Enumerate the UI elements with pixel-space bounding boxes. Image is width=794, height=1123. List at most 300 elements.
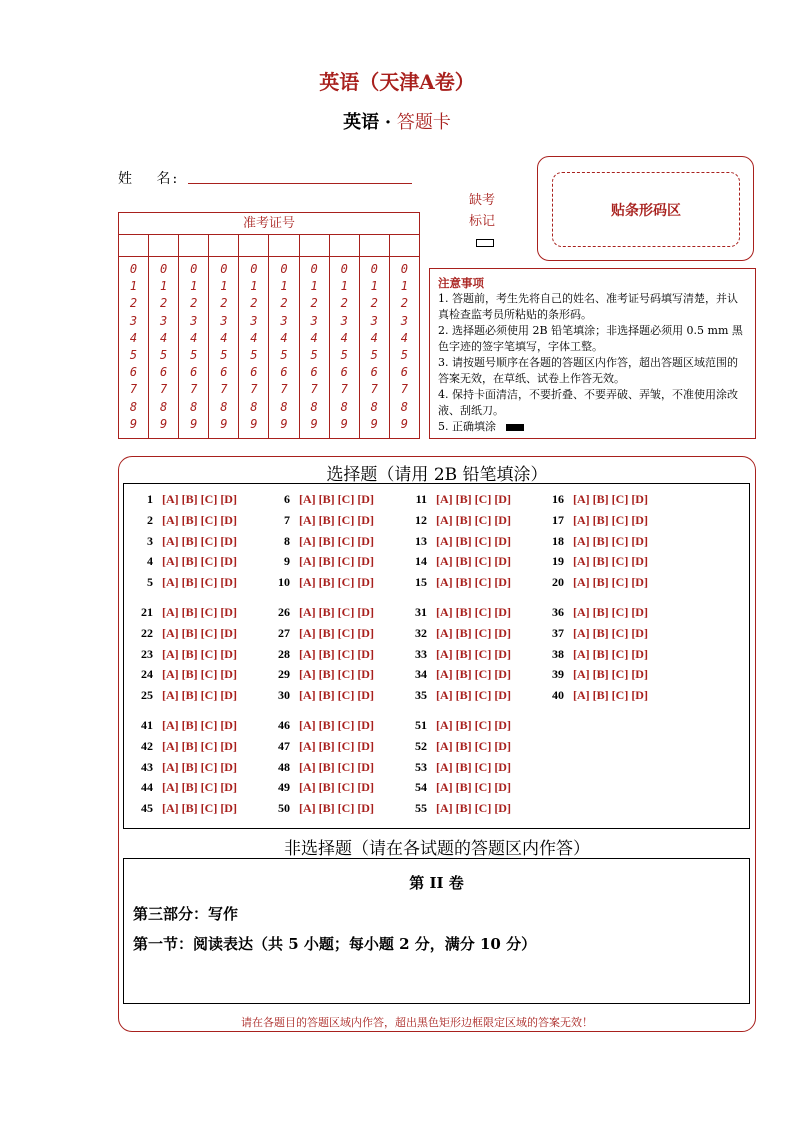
mc-question-number: 8 xyxy=(284,533,290,548)
mc-answer-options[interactable]: [A] [B] [C] [D] xyxy=(436,667,511,682)
mc-question-number: 46 xyxy=(278,718,290,732)
exam-id-digit-bubble[interactable]: 8 xyxy=(280,399,288,414)
mc-question-number: 7 xyxy=(284,512,290,527)
mc-question xyxy=(407,688,511,703)
mc-question xyxy=(270,801,374,816)
footer-warning: 请在各题目的答题区域内作答，超出黑色矩形边框限定区域的答案无效！ xyxy=(241,1016,593,1029)
exam-id-digit-bubble[interactable]: 8 xyxy=(250,399,258,414)
exam-id-digit-bubble[interactable]: 0 xyxy=(400,262,408,276)
mc-answer-options[interactable]: [A] [B] [C] [D] xyxy=(436,780,511,795)
exam-id-digit-bubble[interactable]: 3 xyxy=(220,313,228,328)
exam-id-digit-bubble[interactable]: 4 xyxy=(280,330,288,345)
exam-id-digit-bubble[interactable]: 8 xyxy=(370,399,378,414)
mc-question xyxy=(270,492,374,507)
mc-answer-options[interactable]: [A] [B] [C] [D] xyxy=(573,667,648,682)
mc-answer-options[interactable]: [A] [B] [C] [D] xyxy=(436,533,511,548)
notice-item-text: 5. 正确填涂 xyxy=(438,420,496,433)
exam-id-digit-bubble[interactable]: 1 xyxy=(310,279,318,294)
exam-id-digit-bubble[interactable]: 5 xyxy=(220,348,228,363)
mc-answer-options[interactable]: [A] [B] [C] [D] xyxy=(436,625,511,640)
mc-question-number: 12 xyxy=(415,512,427,527)
exam-id-digit-bubble[interactable]: 8 xyxy=(400,399,408,414)
exam-id-digit-bubble[interactable]: 1 xyxy=(190,279,198,294)
exam-id-write-cell[interactable] xyxy=(119,235,149,256)
mc-answer-options[interactable]: [A] [B] [C] [D] xyxy=(162,718,237,732)
mc-answer-options[interactable]: [A] [B] [C] [D] xyxy=(162,605,237,619)
mc-question xyxy=(544,647,648,662)
exam-id-digit-bubble[interactable]: 8 xyxy=(220,399,228,414)
mc-question xyxy=(407,554,511,569)
exam-id-digit-bubble[interactable]: 9 xyxy=(250,416,258,431)
exam-id-digit-bubble[interactable]: 2 xyxy=(310,296,318,311)
mc-answer-options[interactable]: [A] [B] [C] [D] xyxy=(299,492,374,506)
exam-id-digit-bubble[interactable]: 7 xyxy=(250,382,258,397)
mc-question-number: 44 xyxy=(141,780,153,795)
exam-id-digit-bubble[interactable]: 3 xyxy=(160,313,168,328)
exam-id-digit-bubble[interactable]: 6 xyxy=(280,365,288,380)
exam-id-digit-bubble[interactable]: 3 xyxy=(370,313,378,328)
exam-id-digit-bubble[interactable]: 3 xyxy=(280,313,288,328)
exam-id-digit-bubble[interactable]: 1 xyxy=(160,279,168,294)
exam-id-digit-bubble[interactable]: 4 xyxy=(190,330,198,345)
mc-question-number: 38 xyxy=(552,646,564,661)
exam-id-digit-bubble[interactable]: 6 xyxy=(400,365,408,380)
exam-id-digit-bubble[interactable]: 9 xyxy=(280,416,288,431)
name-label: 姓 名: xyxy=(118,171,180,187)
notice-item: 2. 选择题必须使用 2B 铅笔填涂；非选择题必须用 0.5 mm 黑色字迹的签字笔填写，字体工整。 xyxy=(438,324,743,353)
exam-id-digit-bubble[interactable]: 6 xyxy=(160,365,168,380)
mc-answer-options[interactable]: [A] [B] [C] [D] xyxy=(299,738,374,753)
mc-answer-options[interactable]: [A] [B] [C] [D] xyxy=(299,575,374,590)
mc-answer-options[interactable]: [A] [B] [C] [D] xyxy=(162,780,237,795)
mc-question xyxy=(133,513,237,528)
mc-question-number: 47 xyxy=(278,738,290,753)
mc-answer-options[interactable]: [A] [B] [C] [D] xyxy=(436,718,511,732)
exam-id-digit-bubble[interactable]: 5 xyxy=(190,348,198,363)
mc-question xyxy=(407,718,511,733)
exam-id-digit-bubble[interactable]: 9 xyxy=(220,416,228,431)
mc-question xyxy=(133,647,237,662)
mc-question xyxy=(407,667,511,682)
mc-question-number: 45 xyxy=(141,801,153,816)
mc-question xyxy=(133,760,237,775)
mc-answer-options[interactable]: [A] [B] [C] [D] xyxy=(573,492,648,506)
exam-id-digit-bubble[interactable]: 8 xyxy=(190,399,198,414)
exam-id-digit-bubble[interactable]: 2 xyxy=(190,296,198,311)
mc-answer-options[interactable]: [A] [B] [C] [D] xyxy=(436,492,511,506)
exam-id-digit-bubble[interactable]: 7 xyxy=(340,382,348,397)
exam-id-digit-bubble[interactable]: 7 xyxy=(220,382,228,397)
exam-id-digit-bubble[interactable]: 3 xyxy=(250,313,258,328)
exam-id-digit-bubble[interactable]: 5 xyxy=(160,348,168,363)
mc-question xyxy=(407,647,511,662)
notice-item: 1. 答题前，考生先将自己的姓名、准考证号码填写清楚，并认真检查监考员所粘贴的条形码。 xyxy=(438,292,738,321)
exam-id-column xyxy=(300,257,330,438)
mc-answer-options[interactable]: [A] [B] [C] [D] xyxy=(162,801,237,816)
exam-id-column xyxy=(119,257,149,438)
exam-id-digit-bubble[interactable]: 4 xyxy=(250,330,258,345)
exam-id-write-cell[interactable] xyxy=(149,235,179,256)
mc-question xyxy=(544,492,648,507)
exam-id-digit-bubble[interactable]: 6 xyxy=(220,365,228,380)
mc-question-number: 49 xyxy=(278,780,290,795)
absent-checkbox[interactable] xyxy=(476,239,494,247)
exam-id-digit-bubble[interactable]: 2 xyxy=(370,296,378,311)
multiple-choice-title: 选择题（请用 2B 铅笔填涂） xyxy=(326,465,548,485)
subtitle-subject: 英语 xyxy=(343,112,380,133)
volume-heading: 第 II 卷 xyxy=(409,874,464,892)
mc-question-number: 9 xyxy=(284,554,290,569)
exam-id-digit-bubble[interactable]: 3 xyxy=(129,313,138,328)
mc-answer-options[interactable]: [A] [B] [C] [D] xyxy=(436,801,511,816)
mc-question-number: 43 xyxy=(141,759,153,774)
mc-question xyxy=(407,626,511,641)
exam-id-digit-bubble[interactable]: 9 xyxy=(370,416,378,431)
exam-id-digit-bubble[interactable]: 1 xyxy=(220,279,228,294)
mc-question xyxy=(407,801,511,816)
mc-answer-options[interactable]: [A] [B] [C] [D] xyxy=(162,646,237,661)
mc-question xyxy=(270,780,374,795)
mc-question-number: 19 xyxy=(552,554,564,569)
mc-answer-options[interactable]: [A] [B] [C] [D] xyxy=(436,688,511,703)
mc-answer-options[interactable]: [A] [B] [C] [D] xyxy=(299,780,374,795)
exam-id-digit-bubble[interactable]: 1 xyxy=(129,279,138,294)
mc-question-number: 42 xyxy=(141,738,153,753)
exam-id-digit-bubble[interactable]: 5 xyxy=(370,348,378,363)
name-field[interactable] xyxy=(188,183,412,184)
exam-id-digit-bubble[interactable]: 0 xyxy=(160,262,168,276)
mc-question-number: 30 xyxy=(278,688,290,703)
exam-id-digit-bubble[interactable]: 2 xyxy=(129,296,138,311)
barcode-area xyxy=(552,172,740,247)
exam-id-write-cell[interactable] xyxy=(179,235,209,256)
exam-id-digit-bubble[interactable]: 9 xyxy=(190,416,198,431)
mc-question xyxy=(133,554,237,569)
mc-answer-options[interactable]: [A] [B] [C] [D] xyxy=(299,533,374,548)
exam-id-digit-bubble[interactable]: 2 xyxy=(250,296,258,311)
mc-answer-options[interactable]: [A] [B] [C] [D] xyxy=(573,646,648,661)
mc-question-number: 31 xyxy=(415,605,427,619)
mc-question xyxy=(544,575,648,590)
exam-id-digit-bubble[interactable]: 2 xyxy=(160,296,168,311)
mc-question xyxy=(270,739,374,754)
mc-answer-options[interactable]: [A] [B] [C] [D] xyxy=(162,492,237,506)
exam-id-digit-bubble[interactable]: 6 xyxy=(250,365,258,380)
exam-id-digit-bubble[interactable]: 6 xyxy=(129,365,138,380)
exam-id-digit-bubble[interactable]: 4 xyxy=(220,330,228,345)
mc-answer-options[interactable]: [A] [B] [C] [D] xyxy=(299,646,374,661)
mc-question-number: 27 xyxy=(278,625,290,640)
mc-question xyxy=(407,575,511,590)
exam-id-write-cell[interactable] xyxy=(269,235,299,256)
exam-id-digit-bubble[interactable]: 7 xyxy=(370,382,378,397)
mc-answer-options[interactable]: [A] [B] [C] [D] xyxy=(299,605,374,619)
mc-answer-options[interactable]: [A] [B] [C] [D] xyxy=(436,738,511,753)
mc-question xyxy=(133,667,237,682)
exam-id-digit-bubble[interactable]: 1 xyxy=(370,279,378,294)
exam-id-digit-bubble[interactable]: 4 xyxy=(310,330,318,345)
exam-id-digit-bubble[interactable]: 7 xyxy=(310,382,318,397)
exam-id-digit-bubble[interactable]: 9 xyxy=(160,416,168,431)
exam-id-bubble-columns xyxy=(119,257,419,438)
mc-question-number: 37 xyxy=(552,625,564,640)
absent-label-line1: 缺考 xyxy=(468,193,495,208)
notice-item: 3. 请按题号顺序在各题的答题区内作答，超出答题区域范围的答案无效，在草纸、试卷上作答无效。 xyxy=(438,356,738,385)
mc-answer-options[interactable]: [A] [B] [C] [D] xyxy=(299,688,374,703)
exam-id-digit-bubble[interactable]: 7 xyxy=(160,382,168,397)
mc-question-number: 2 xyxy=(147,512,153,527)
exam-id-digit-bubble[interactable]: 4 xyxy=(160,330,168,345)
exam-id-digit-bubble[interactable]: 5 xyxy=(250,348,258,363)
mc-question xyxy=(270,718,374,733)
mc-answer-options[interactable]: [A] [B] [C] [D] xyxy=(436,512,511,527)
mc-answer-options[interactable]: [A] [B] [C] [D] xyxy=(299,718,374,732)
mc-answer-options[interactable]: [A] [B] [C] [D] xyxy=(162,759,237,774)
mc-question xyxy=(133,492,237,507)
exam-id-digit-bubble[interactable]: 4 xyxy=(129,330,138,345)
exam-id-write-cell[interactable] xyxy=(239,235,269,256)
mc-question-number: 29 xyxy=(278,667,290,682)
mc-answer-options[interactable]: [A] [B] [C] [D] xyxy=(299,625,374,640)
exam-id-digit-bubble[interactable]: 8 xyxy=(160,399,168,414)
mc-question-number: 17 xyxy=(552,512,564,527)
mc-question-number: 32 xyxy=(415,625,427,640)
mc-answer-options[interactable]: [A] [B] [C] [D] xyxy=(162,512,237,527)
mc-question xyxy=(133,718,237,733)
mc-question xyxy=(544,626,648,641)
non-multiple-choice-title: 非选择题（请在各试题的答题区内作答） xyxy=(284,839,590,859)
mc-question xyxy=(133,739,237,754)
mc-question xyxy=(270,647,374,662)
absent-label-line2: 标记 xyxy=(468,214,495,229)
exam-id-digit-bubble[interactable]: 9 xyxy=(129,416,138,431)
exam-id-column xyxy=(149,257,179,438)
mc-question xyxy=(133,575,237,590)
exam-id-digit-bubble[interactable]: 9 xyxy=(310,416,318,431)
exam-id-digit-bubble[interactable]: 3 xyxy=(400,313,408,328)
mc-question xyxy=(544,688,648,703)
exam-id-digit-bubble[interactable]: 2 xyxy=(220,296,228,311)
mc-question xyxy=(407,739,511,754)
mc-answer-options[interactable]: [A] [B] [C] [D] xyxy=(573,533,648,548)
mc-question-number: 41 xyxy=(141,718,153,732)
mc-question-number: 51 xyxy=(415,718,427,732)
exam-id-write-cell[interactable] xyxy=(330,235,360,256)
mc-question-number: 39 xyxy=(552,667,564,682)
mc-question xyxy=(270,513,374,528)
mc-answer-options[interactable]: [A] [B] [C] [D] xyxy=(162,533,237,548)
exam-id-digit-bubble[interactable]: 6 xyxy=(340,365,348,380)
subtitle-separator: · xyxy=(384,112,392,133)
exam-id-digit-bubble[interactable]: 0 xyxy=(280,262,288,276)
mc-question-number: 21 xyxy=(141,605,153,619)
mc-question-number: 11 xyxy=(415,492,427,506)
absent-label xyxy=(466,190,498,232)
mc-question-number: 55 xyxy=(415,801,427,816)
page-title: 英语（天津A卷） xyxy=(319,70,475,94)
mc-question-number: 3 xyxy=(147,533,153,548)
exam-id-digit-bubble[interactable]: 3 xyxy=(310,313,318,328)
filled-bubble-example xyxy=(506,424,524,431)
mc-answer-options[interactable]: [A] [B] [C] [D] xyxy=(573,688,648,703)
mc-question-number: 52 xyxy=(415,738,427,753)
exam-id-write-cell[interactable] xyxy=(209,235,239,256)
mc-answer-options[interactable]: [A] [B] [C] [D] xyxy=(436,554,511,569)
exam-id-column xyxy=(390,257,419,438)
mc-question-number: 24 xyxy=(141,667,153,682)
mc-answer-options[interactable]: [A] [B] [C] [D] xyxy=(162,625,237,640)
mc-answer-options[interactable]: [A] [B] [C] [D] xyxy=(573,554,648,569)
exam-id-digit-bubble[interactable]: 0 xyxy=(129,262,138,276)
exam-id-write-cell[interactable] xyxy=(300,235,330,256)
mc-question xyxy=(270,605,374,620)
exam-id-write-cell[interactable] xyxy=(360,235,390,256)
exam-id-digit-bubble[interactable]: 2 xyxy=(280,296,288,311)
mc-question xyxy=(133,801,237,816)
mc-answer-options[interactable]: [A] [B] [C] [D] xyxy=(162,667,237,682)
subtitle-card: 答题卡 xyxy=(396,112,451,133)
mc-question-number: 33 xyxy=(415,646,427,661)
mc-question-number: 53 xyxy=(415,759,427,774)
exam-id-column xyxy=(209,257,239,438)
exam-id-digit-bubble[interactable]: 0 xyxy=(310,262,318,276)
notice-title: 注意事项 xyxy=(438,276,484,290)
exam-id-digit-bubble[interactable]: 5 xyxy=(129,348,138,363)
exam-id-write-cell[interactable] xyxy=(390,235,419,256)
mc-answer-options[interactable]: [A] [B] [C] [D] xyxy=(299,667,374,682)
mc-answer-options[interactable]: [A] [B] [C] [D] xyxy=(299,801,374,816)
exam-id-digit-bubble[interactable]: 0 xyxy=(250,262,258,276)
mc-question-number: 50 xyxy=(278,801,290,816)
exam-id-digit-bubble[interactable]: 7 xyxy=(129,382,138,397)
mc-answer-options[interactable]: [A] [B] [C] [D] xyxy=(436,605,511,619)
exam-id-digit-bubble[interactable]: 6 xyxy=(190,365,198,380)
exam-id-digit-bubble[interactable]: 7 xyxy=(190,382,198,397)
mc-question xyxy=(270,534,374,549)
exam-id-digit-bubble[interactable]: 0 xyxy=(190,262,198,276)
mc-question xyxy=(407,534,511,549)
exam-id-digit-bubble[interactable]: 5 xyxy=(400,348,408,363)
mc-question-number: 10 xyxy=(278,575,290,590)
mc-question-number: 23 xyxy=(141,646,153,661)
mc-question xyxy=(270,554,374,569)
exam-id-digit-bubble[interactable]: 6 xyxy=(370,365,378,380)
exam-id-column xyxy=(269,257,299,438)
mc-question xyxy=(133,688,237,703)
mc-answer-options[interactable]: [A] [B] [C] [D] xyxy=(436,575,511,590)
exam-id-digit-bubble[interactable]: 4 xyxy=(370,330,378,345)
exam-id-column xyxy=(179,257,209,438)
mc-question xyxy=(544,513,648,528)
mc-answer-options[interactable]: [A] [B] [C] [D] xyxy=(162,688,237,703)
exam-id-digit-bubble[interactable]: 3 xyxy=(340,313,348,328)
mc-question-number: 16 xyxy=(552,492,564,506)
mc-question xyxy=(407,780,511,795)
mc-question-number: 22 xyxy=(141,625,153,640)
mc-question xyxy=(544,534,648,549)
exam-id-digit-bubble[interactable]: 0 xyxy=(220,262,228,276)
exam-id-write-row xyxy=(119,235,419,257)
exam-id-digit-bubble[interactable]: 2 xyxy=(400,296,408,311)
mc-answer-options[interactable]: [A] [B] [C] [D] xyxy=(573,512,648,527)
exam-id-column xyxy=(360,257,390,438)
exam-id-digit-bubble[interactable]: 1 xyxy=(250,279,258,294)
mc-question xyxy=(544,667,648,682)
exam-id-digit-bubble[interactable]: 6 xyxy=(310,365,318,380)
mc-question-number: 35 xyxy=(415,688,427,703)
mc-question xyxy=(270,575,374,590)
notice-box xyxy=(429,268,756,439)
notice-item: 4. 保持卡面清洁，不要折叠、不要弄破、弄皱，不准使用涂改液、刮纸刀。 xyxy=(438,388,738,417)
exam-id-digit-bubble[interactable]: 2 xyxy=(340,296,348,311)
exam-id-digit-bubble[interactable]: 9 xyxy=(340,416,348,431)
mc-question xyxy=(407,605,511,620)
exam-id-column xyxy=(330,257,360,438)
mc-question-number: 5 xyxy=(147,575,153,590)
exam-id-digit-bubble[interactable]: 5 xyxy=(280,348,288,363)
mc-question-number: 28 xyxy=(278,646,290,661)
exam-id-digit-bubble[interactable]: 0 xyxy=(340,262,348,276)
exam-id-digit-bubble[interactable]: 8 xyxy=(129,399,138,414)
exam-id-digit-bubble[interactable]: 1 xyxy=(340,279,348,294)
mc-answer-options[interactable]: [A] [B] [C] [D] xyxy=(299,554,374,569)
barcode-label: 贴条形码区 xyxy=(611,202,681,219)
exam-id-digit-bubble[interactable]: 9 xyxy=(400,416,408,431)
exam-id-digit-bubble[interactable]: 1 xyxy=(400,279,408,294)
mc-question-number: 14 xyxy=(415,554,427,569)
mc-question xyxy=(407,513,511,528)
mc-question-number: 6 xyxy=(284,492,290,506)
page-subtitle xyxy=(0,108,794,134)
mc-answer-options[interactable]: [A] [B] [C] [D] xyxy=(299,512,374,527)
mc-question-number: 15 xyxy=(415,575,427,590)
mc-answer-options[interactable]: [A] [B] [C] [D] xyxy=(299,759,374,774)
exam-id-digit-bubble[interactable]: 7 xyxy=(280,382,288,397)
mc-answer-options[interactable]: [A] [B] [C] [D] xyxy=(573,575,648,590)
exam-id-header: 准考证号 xyxy=(119,213,419,235)
mc-answer-options[interactable]: [A] [B] [C] [D] xyxy=(436,759,511,774)
exam-id-digit-bubble[interactable]: 5 xyxy=(310,348,318,363)
mc-question xyxy=(270,626,374,641)
mc-question xyxy=(133,534,237,549)
exam-id-digit-bubble[interactable]: 4 xyxy=(400,330,408,345)
exam-id-digit-bubble[interactable]: 0 xyxy=(370,262,378,276)
notice-item-fill-example xyxy=(438,419,747,435)
mc-question xyxy=(133,626,237,641)
mc-question-number: 4 xyxy=(147,554,153,569)
exam-id-digit-bubble[interactable]: 8 xyxy=(310,399,318,414)
mc-answer-options[interactable]: [A] [B] [C] [D] xyxy=(162,554,237,569)
exam-id-digit-bubble[interactable]: 3 xyxy=(190,313,198,328)
mc-question-number: 18 xyxy=(552,533,564,548)
mc-answer-options[interactable]: [A] [B] [C] [D] xyxy=(162,575,237,590)
mc-answer-options[interactable]: [A] [B] [C] [D] xyxy=(436,646,511,661)
mc-question-number: 54 xyxy=(415,780,427,795)
mc-question xyxy=(133,605,237,620)
mc-question-number: 1 xyxy=(147,492,153,506)
mc-question-number: 48 xyxy=(278,759,290,774)
exam-id-digit-bubble[interactable]: 4 xyxy=(340,330,348,345)
mc-question xyxy=(407,760,511,775)
exam-id-digit-bubble[interactable]: 5 xyxy=(340,348,348,363)
exam-id-digit-bubble[interactable]: 7 xyxy=(400,382,408,397)
mc-answer-options[interactable]: [A] [B] [C] [D] xyxy=(162,738,237,753)
exam-id-digit-bubble[interactable]: 8 xyxy=(340,399,348,414)
mc-answer-options[interactable]: [A] [B] [C] [D] xyxy=(573,625,648,640)
mc-question-number: 20 xyxy=(552,575,564,590)
mc-answer-options[interactable]: [A] [B] [C] [D] xyxy=(573,605,648,619)
exam-id-digit-bubble[interactable]: 1 xyxy=(280,279,288,294)
